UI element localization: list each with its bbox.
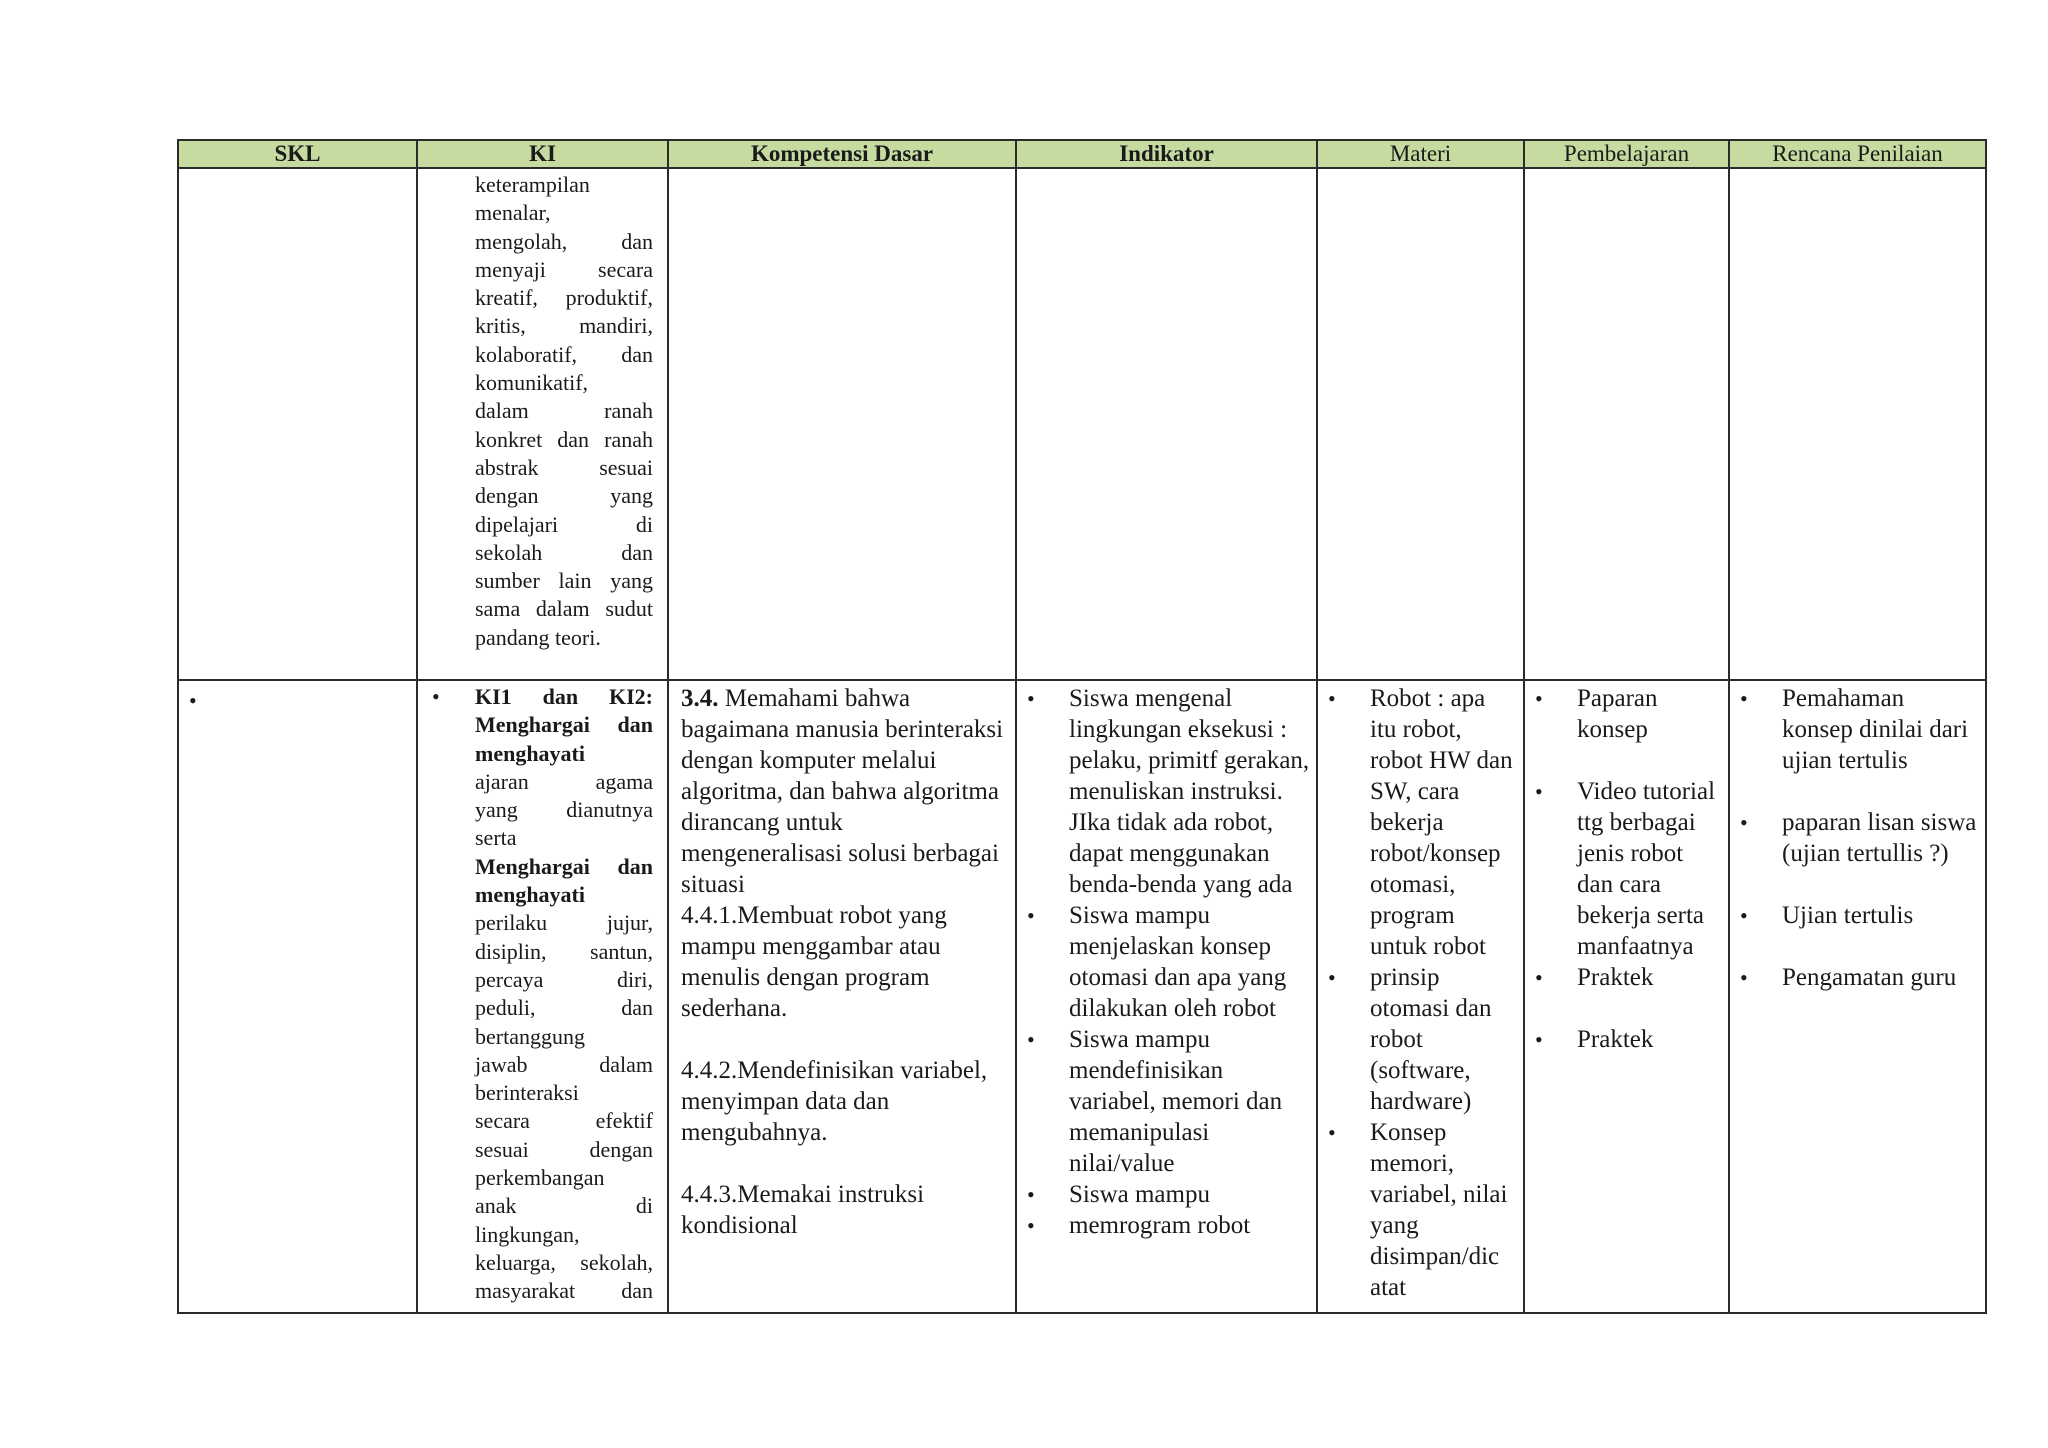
list-item: • Robot : apa itu robot, robot HW dan SW, cara bekerja robot/konsep otomasi, program untuk robot <box>1328 685 1513 960</box>
ki-cell <box>417 680 668 1313</box>
kd-paragraph: 4.4.2.Mendefinisikan variabel, menyimpan data dan mengubahnya. <box>681 1057 988 1146</box>
bullet: • <box>1740 686 1748 711</box>
ki-text-line: perilaku jujur, <box>475 910 653 936</box>
ki-bold-line: menghayati <box>475 882 585 908</box>
skl-cell-empty <box>178 168 417 680</box>
header-materi: Materi <box>1317 140 1524 168</box>
header-row <box>178 140 1986 168</box>
bullet: • <box>1027 686 1035 711</box>
ki-text-line: dalam ranah <box>475 398 653 424</box>
bullet: • <box>1328 965 1336 990</box>
kd-cell-empty <box>668 168 1016 680</box>
ki-text-line: menyaji secara <box>475 256 653 282</box>
list-item: • Praktek <box>1535 1026 1654 1053</box>
ki-text-line: keluarga, sekolah, <box>475 1249 653 1275</box>
list-item: • Siswa mampu mendefinisikan variabel, memori dan memanipulasi nilai/value <box>1027 1026 1283 1177</box>
list-item: • Praktek <box>1535 964 1654 991</box>
ki-text-line: jawab dalam <box>475 1051 653 1077</box>
curriculum-table <box>177 139 1987 1314</box>
header-indikator: Indikator <box>1016 140 1317 168</box>
bullet: • <box>1027 1027 1035 1052</box>
bullet: • <box>1740 965 1748 990</box>
kd-number: 3.4. <box>681 685 719 712</box>
list-item: • memrogram robot <box>1027 1212 1251 1239</box>
bullet: • <box>1027 903 1035 928</box>
table-row-main <box>178 680 1986 1313</box>
list-item: • Pengamatan guru <box>1740 964 1957 991</box>
ki-bold-line: Menghargai dan <box>475 853 653 879</box>
kd-text: Memahami bahwa bagaimana manusia berinteraksi dengan komputer melalui algoritma, dan bahwa algoritma dirancang untuk mengeneralisasi solusi berbagai situasi <box>681 685 1004 898</box>
list-item: • Siswa mampu <box>1027 1181 1210 1208</box>
bullet: • <box>1535 1027 1543 1052</box>
ki-text-line: komunikatif, <box>475 370 589 396</box>
bullet: • <box>1535 686 1543 711</box>
bullet: • <box>1740 810 1748 835</box>
ki-text-line: lingkungan, <box>475 1221 580 1247</box>
ki-text-line: sesuai dengan <box>475 1136 653 1162</box>
header-kompetensi-dasar: Kompetensi Dasar <box>668 140 1016 168</box>
indikator-cell-empty <box>1016 168 1317 680</box>
ki-text-line: bertanggung <box>475 1023 585 1049</box>
table-row-continuation <box>178 168 1986 680</box>
ki-text-line: kolaboratif, dan <box>475 341 653 367</box>
ki-heading: KI1 dan KI2: <box>475 684 653 709</box>
pembelajaran-cell-empty <box>1524 168 1729 680</box>
ki-text-line: serta <box>475 825 517 851</box>
ki-cell-continuation <box>417 168 668 680</box>
ki-bold-line: Menghargai dan <box>475 712 653 738</box>
ki-text-line: perkembangan <box>475 1165 605 1191</box>
header-rencana-penilaian: Rencana Penilaian <box>1729 140 1986 168</box>
ki-text-line: yang dianutnya <box>475 797 653 823</box>
pembelajaran-cell <box>1524 680 1729 1313</box>
kd-cell <box>668 680 1016 1313</box>
list-item: • Ujian tertulis <box>1740 902 1914 929</box>
bullet: • <box>1328 1120 1336 1145</box>
bullet: • <box>1535 965 1543 990</box>
bullet: • <box>1027 1182 1035 1207</box>
ki-text-line: keterampilan <box>475 172 590 197</box>
ki-text-line: kreatif, produktif, <box>475 285 653 311</box>
kd-paragraph <box>681 683 1005 900</box>
list-item: • Konsep memori, variabel, nilai yang disimpan/dic atat <box>1328 1119 1508 1301</box>
ki-text-line: percaya diri, <box>475 966 653 992</box>
list-item: • prinsip otomasi dan robot (software, hardware) <box>1328 964 1492 1115</box>
ki-text-line: abstrak sesuai <box>475 454 653 480</box>
ki-text-line: menalar, <box>475 200 551 226</box>
kd-paragraph: 4.4.3.Memakai instruksi kondisional <box>681 1181 925 1239</box>
list-item: • Paparan konsep <box>1535 685 1658 743</box>
ki-text-line: dengan yang <box>475 483 653 509</box>
list-item: • Siswa mengenal lingkungan eksekusi : pelaku, primitf gerakan, menuliskan instruksi. JIka tidak ada robot, dapat menggunakan benda-benda yang ada <box>1027 685 1310 898</box>
bullet: • <box>1740 903 1748 928</box>
ki-text-line: sama dalam sudut <box>475 596 653 622</box>
list-item: • Siswa mampu menjelaskan konsep otomasi dan apa yang dilakukan oleh robot <box>1027 902 1287 1022</box>
bullet: • <box>1328 686 1336 711</box>
penilaian-cell-empty <box>1729 168 1986 680</box>
ki-text-line: berinteraksi <box>475 1080 579 1106</box>
ki-text-line: secara efektif <box>475 1108 653 1134</box>
bullet: • <box>1535 779 1543 804</box>
bullet: • <box>1027 1213 1035 1238</box>
ki-text-line: sumber lain yang <box>475 568 653 594</box>
ki-text-line: konkret dan ranah <box>475 426 653 452</box>
kd-paragraph: 4.4.1.Membuat robot yang mampu menggambar atau menulis dengan program sederhana. <box>681 902 947 1022</box>
ki-text-line: pandang teori. <box>475 624 601 650</box>
header-ki: KI <box>417 140 668 168</box>
skl-cell <box>178 680 417 1313</box>
header-pembelajaran: Pembelajaran <box>1524 140 1729 168</box>
materi-cell-empty <box>1317 168 1524 680</box>
ki-text-line: disiplin, santun, <box>475 938 653 964</box>
penilaian-cell <box>1729 680 1986 1313</box>
indikator-cell <box>1016 680 1317 1313</box>
list-item: • Video tutorial ttg berbagai jenis robot dan cara bekerja serta manfaatnya <box>1535 778 1716 960</box>
ki-text-line: dipelajari di <box>475 511 653 537</box>
header-skl: SKL <box>178 140 417 168</box>
list-item: • Pemahaman konsep dinilai dari ujian tertulis <box>1740 685 1969 774</box>
bullet: • <box>432 684 440 709</box>
list-item: • paparan lisan siswa (ujian tertullis ?) <box>1740 809 1977 867</box>
ki-text-line: anak di <box>475 1193 653 1219</box>
ki-text-line: masyarakat dan <box>475 1278 653 1304</box>
ki-text-line: kritis, mandiri, <box>475 313 653 339</box>
ki-text-line: sekolah dan <box>475 539 653 565</box>
ki-text-line: ajaran agama <box>475 768 653 794</box>
ki-bold-line: menghayati <box>475 740 585 766</box>
bullet: • <box>189 688 197 713</box>
ki-text-line: peduli, dan <box>475 995 653 1021</box>
ki-text-line: mengolah, dan <box>475 228 653 254</box>
materi-cell <box>1317 680 1524 1313</box>
